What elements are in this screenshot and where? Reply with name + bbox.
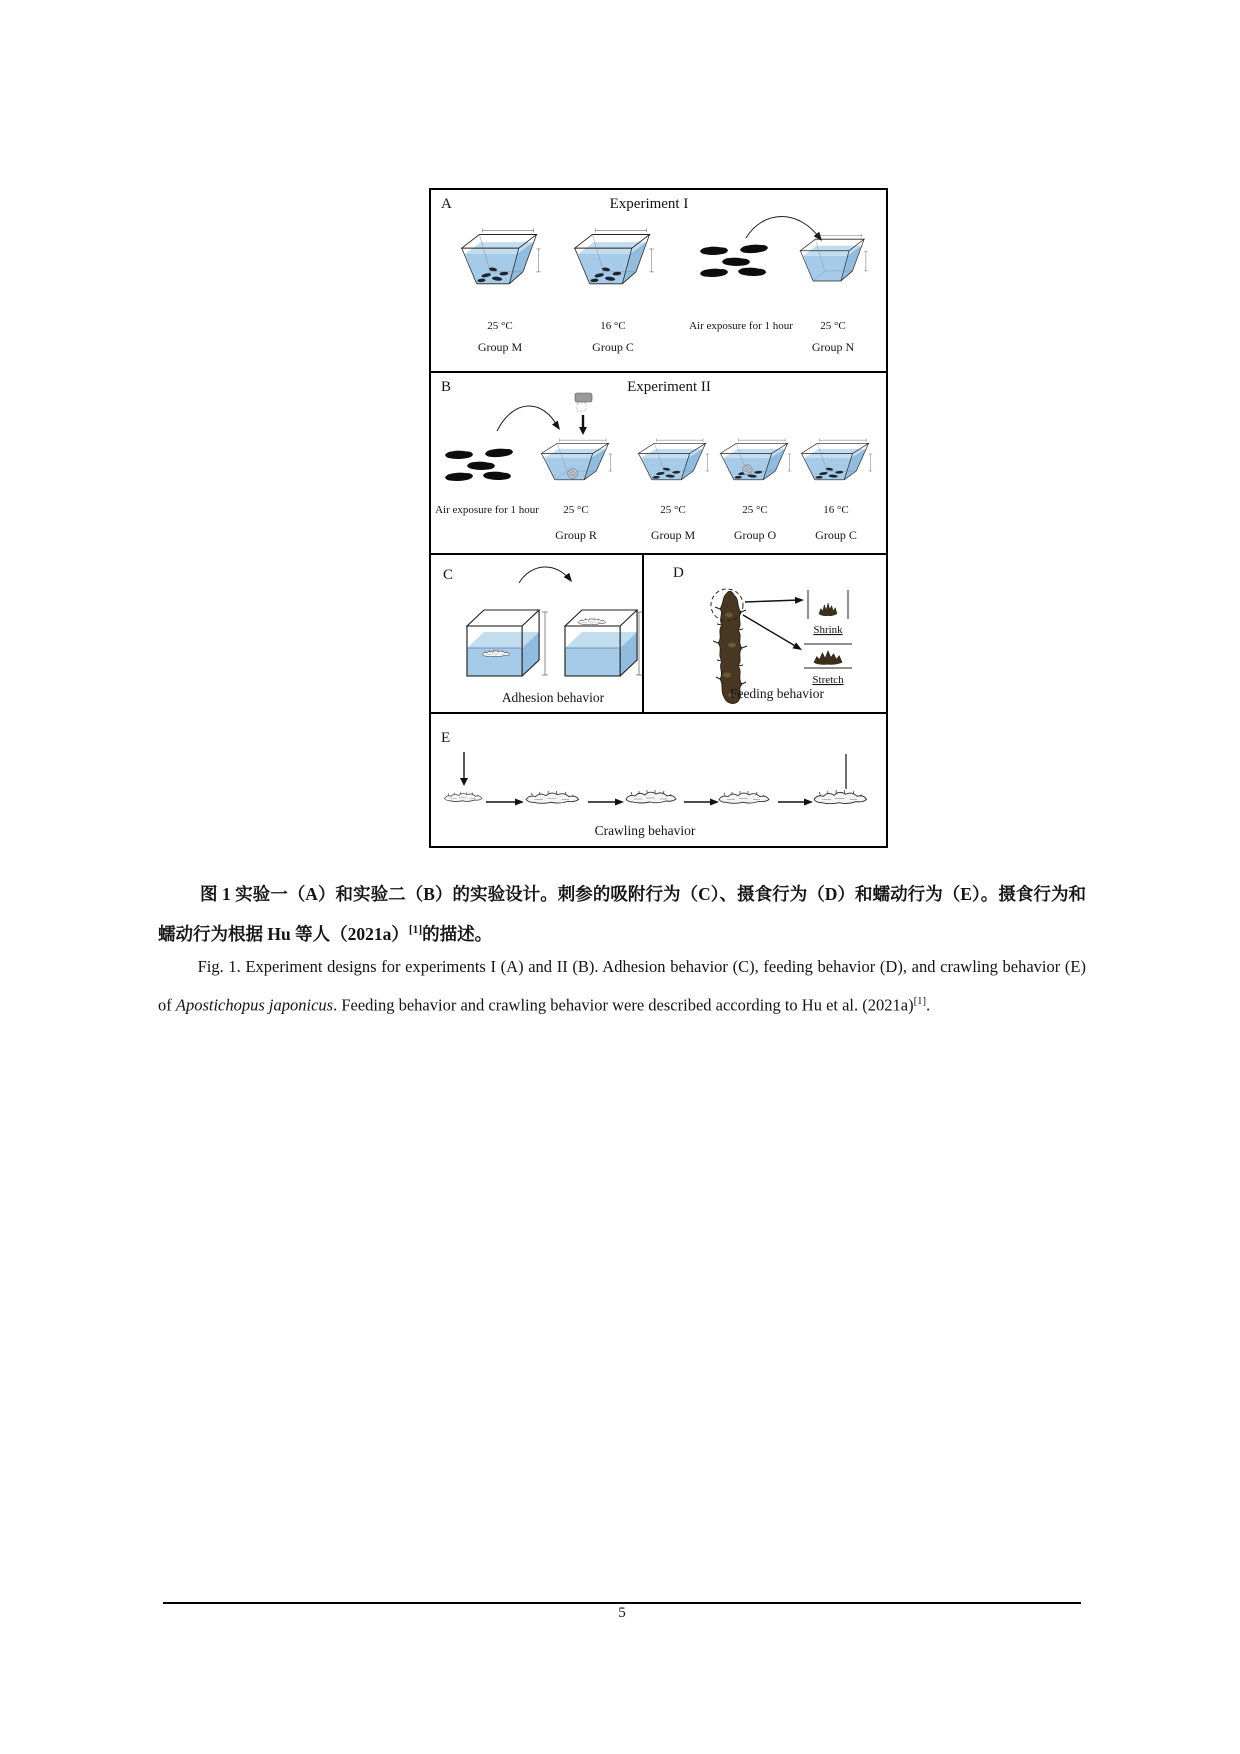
tank-group-label: Group M [477, 340, 523, 354]
panel-b-label: B [441, 379, 452, 395]
tank-icon [462, 228, 541, 284]
tank-icon [801, 439, 872, 480]
shrink-label: Shrink [813, 624, 843, 636]
tank-temp-label: 16 °C [823, 504, 849, 516]
crawling-cucumber-icon [526, 791, 579, 803]
tank-group-label: Group N [811, 340, 855, 354]
tank-temp-label: 16 °C [600, 320, 626, 332]
crawling-cucumber-icon [719, 791, 769, 803]
aquarium-icon [467, 610, 548, 676]
tank-icon [541, 439, 612, 480]
tank-icon [575, 228, 654, 284]
panel-d-caption: Feeding behavior [729, 686, 825, 701]
panel-d-label: D [673, 565, 684, 581]
caption-en-seg3: . [926, 995, 931, 1014]
panel-a [431, 190, 886, 371]
crawling-cucumber-icon [445, 792, 483, 802]
panel-d [644, 555, 886, 712]
down-arrow-icon [579, 415, 587, 435]
panel-e [431, 714, 886, 846]
shrink-thumbnail [808, 590, 848, 619]
tank-group-label: Group C [815, 528, 857, 542]
figure-caption-zh [158, 876, 1086, 952]
tank-icon [638, 439, 709, 480]
tank-group-label: Group O [733, 528, 777, 542]
down-arrow-icon [460, 752, 468, 786]
tank-icon [720, 439, 791, 480]
stretch-label: Stretch [812, 674, 844, 686]
figure-1 [429, 188, 888, 848]
footer-rule [163, 1602, 1081, 1604]
panel-e-label: E [441, 730, 451, 746]
panel-c-caption: Adhesion behavior [501, 690, 605, 705]
feed-container-icon [575, 393, 592, 411]
panel-b-title: Experiment II [627, 379, 711, 395]
tank-temp-label: 25 °C [820, 320, 846, 332]
panel-a-title: Experiment I [609, 196, 689, 212]
right-arrow-icon [588, 799, 624, 806]
caption-zh-ref: [1] [408, 923, 423, 936]
air-exposure-label: Air exposure for 1 hour [435, 504, 539, 516]
sea-cucumber-cluster-icon [700, 244, 768, 278]
caption-zh-tail: 的描述。 [422, 923, 493, 944]
crawling-cucumber-icon [626, 790, 676, 803]
panel-b [431, 373, 886, 551]
crawling-cucumber-icon [814, 790, 867, 804]
aquarium-icon [565, 610, 642, 676]
tank-icon [800, 234, 867, 281]
right-arrow-icon [745, 597, 804, 604]
right-arrow-icon [684, 799, 719, 806]
caption-en-ref: [1] [913, 994, 927, 1007]
panel-c-label: C [443, 567, 454, 583]
caption-en-seg2: . Feeding behavior and crawling behavior were described according to Hu et al. (2021a) [333, 995, 914, 1014]
page-number: 5 [618, 1605, 626, 1621]
tank-temp-label: 25 °C [742, 504, 768, 516]
caption-en-seg1: Fig. 1. Experiment designs for experiments I (A) and II (B). Adhesion behavior (C), feeding behavior (D), and crawling behavior (E) of [158, 956, 1086, 1014]
right-arrow-icon [486, 799, 524, 806]
curved-arrow-icon [519, 567, 575, 584]
curved-arrow-icon [497, 406, 563, 432]
air-exposure-label: Air exposure for 1 hour [689, 320, 793, 332]
caption-zh-text: 图 1 实验一（A）和实验二（B）的实验设计。刺参的吸附行为（C）、摄食行为（D）和蠕动行为（E）。摄食行为和蠕动行为根据 Hu 等人（2021a） [158, 883, 1086, 944]
panel-c [431, 555, 642, 712]
curved-arrow-icon [746, 217, 825, 244]
figure-caption-en [158, 949, 1086, 1023]
panel-e-caption: Crawling behavior [594, 823, 696, 838]
right-arrow-icon [778, 799, 813, 806]
tank-group-label: Group R [555, 528, 597, 542]
species-name: Apostichopus japonicus [175, 995, 334, 1014]
tank-temp-label: 25 °C [660, 504, 686, 516]
tank-group-label: Group C [592, 340, 634, 354]
diagonal-arrow-icon [743, 615, 804, 653]
tank-group-label: Group M [650, 528, 696, 542]
panel-a-label: A [441, 196, 452, 212]
tank-temp-label: 25 °C [563, 504, 589, 516]
sea-cucumber-cluster-icon [445, 448, 513, 482]
tank-temp-label: 25 °C [487, 320, 513, 332]
stretch-thumbnail [804, 644, 852, 668]
